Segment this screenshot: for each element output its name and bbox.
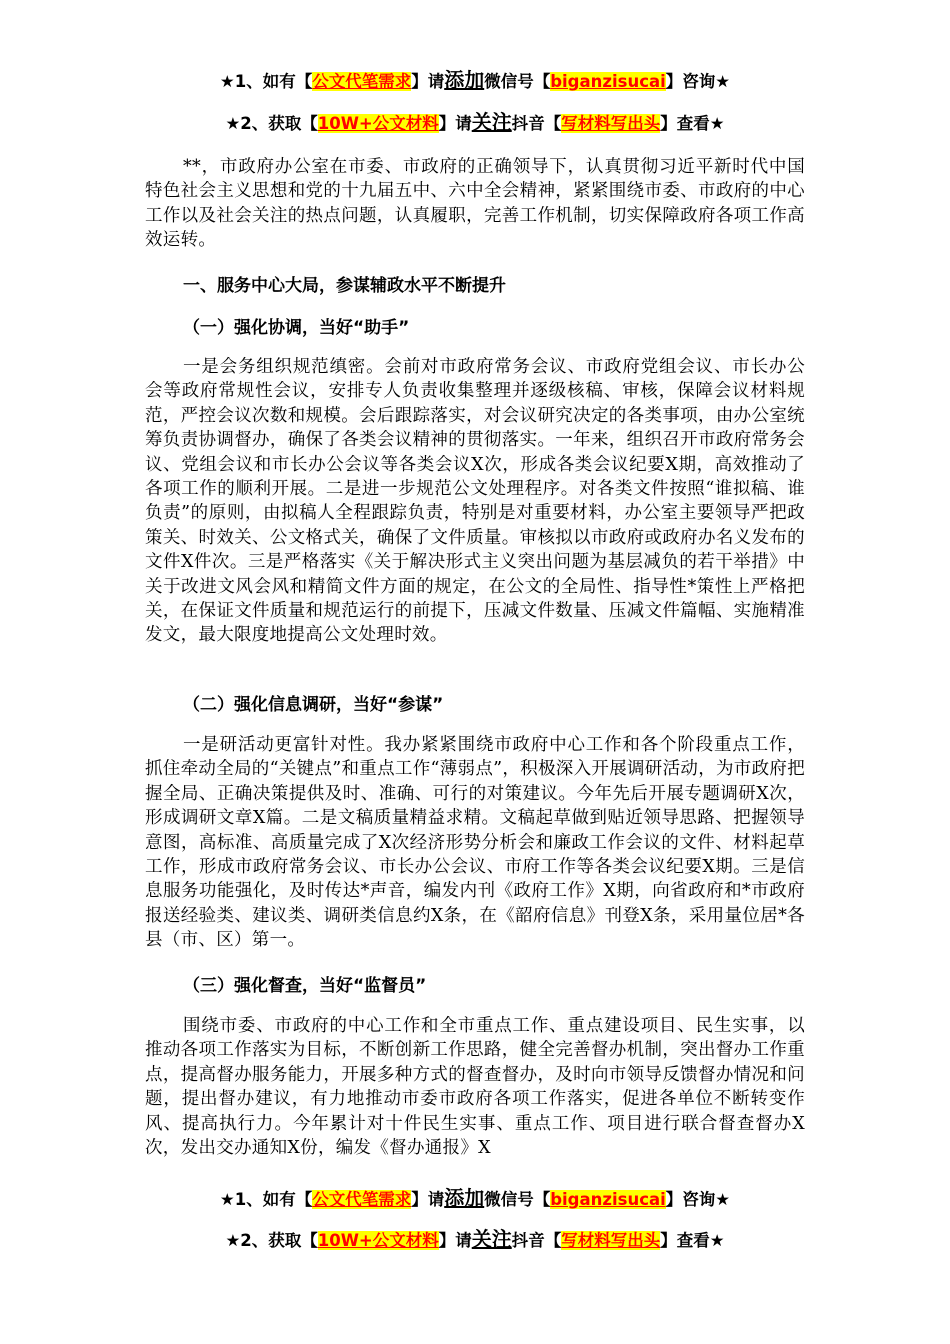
banner-emphasis: 关注 <box>471 110 512 134</box>
banner-emphasis: 添加 <box>444 68 485 92</box>
banner-emphasis: 添加 <box>444 1186 485 1210</box>
banner-text: 】查看★ <box>660 1231 725 1250</box>
banner-highlight: 公文代笔需求 <box>312 1190 412 1209</box>
promo-banner-bottom-2 <box>0 1227 950 1253</box>
banner-highlight: 写材料写出头 <box>561 1231 661 1250</box>
subsection-body-block <box>145 355 805 648</box>
subsection-paragraph: 一是会务组织规范缜密。会前对市政府常务会议、市政府党组会议、市长办公会等政府常规性会议，安排专人负责收集整理并逐级核稿、审核，保障会议材料规范，严控会议次数和规模。会后跟踪落实，对会议研究决定的各类事项，由办公室统筹负责协调督办，确保了各类会议精神的贯彻落实。一年来，组织召开市政府常务会议、党组会议和市长办公会议等各类会议X次，形成各类会议纪要X期，高效推动了各项工作的顺利开展。二是进一步规范公文处理程序。对各类文件按照“谁拟稿、谁负责”的原则，由拟稿人全程跟踪负责，特别是对重要材料，办公室主要领导严把政策关、时效关、公文格式关，确保了文件质量。审核拟以市政府或政府办名义发布的文件X件次。三是严格落实《关于解决形式主义突出问题为基层减负的若干举措》中关于改进文风会风和精简文件方面的规定，在公文的全局性、指导性*策性上严格把关，在保证文件质量和规范运行的前提下，压减文件数量、压减文件篇幅、实施精准发文，最大限度地提高公文处理时效。 <box>145 357 805 646</box>
banner-highlight: 10W+公文材料 <box>317 114 439 133</box>
banner-text: 抖音【 <box>511 1231 562 1250</box>
banner-text: 抖音【 <box>511 114 562 133</box>
banner-highlight: biganzisucai <box>550 72 666 91</box>
banner-text: 】请 <box>411 1190 445 1209</box>
promo-banner-top-1 <box>0 68 950 94</box>
banner-text: 】请 <box>438 1231 472 1250</box>
banner-highlight: biganzisucai <box>550 1190 666 1209</box>
banner-highlight: 公文代笔需求 <box>312 72 412 91</box>
banner-text: 】请 <box>438 114 472 133</box>
subsection-paragraph: 一是研活动更富针对性。我办紧紧围绕市政府中心工作和各个阶段重点工作，抓住牵动全局的“关键点”和重点工作“薄弱点”，积极深入开展调研活动，为市政府把握全局、正确决策提供及时、准确、可行的对策建议。今年先后开展专题调研X次，形成调研文章X篇。二是文稿质量精益求精。文稿起草做到贴近领导思路、把握领导意图，高标准、高质量完成了X次经济形势分析会和廉政工作会议的文件、材料起草工作，形成市政府常务会议、市长办公会议、市府工作等各类会议纪要X期。三是信息服务功能强化，及时传达*声音，编发内刊《政府工作》X期，向省政府和*市政府报送经验类、建议类、调研类信息约X条，在《韶府信息》刊登X条，采用量位居*各县（市、区）第一。 <box>145 735 805 951</box>
banner-text: 】咨询★ <box>665 72 731 91</box>
subsection-body-block <box>145 1014 805 1160</box>
intro-paragraph-block <box>145 155 805 253</box>
banner-text: 微信号【 <box>484 1190 551 1209</box>
banner-emphasis: 关注 <box>471 1227 512 1251</box>
banner-highlight: 写材料写出头 <box>561 114 661 133</box>
subsection-body-block <box>145 733 805 953</box>
banner-text: 】请 <box>411 72 445 91</box>
banner-text: 微信号【 <box>484 72 551 91</box>
banner-text: 】咨询★ <box>665 1190 731 1209</box>
subsection-heading: （一）强化协调，当好“助手” <box>183 318 410 338</box>
banner-text: ★2、获取【 <box>225 1231 318 1250</box>
promo-banner-bottom-1 <box>0 1186 950 1212</box>
banner-text: ★1、如有【 <box>219 1190 313 1209</box>
section-heading: 一、服务中心大局，参谋辅政水平不断提升 <box>183 276 506 296</box>
intro-paragraph: **，市政府办公室在市委、市政府的正确领导下，认真贯彻习近平新时代中国特色社会主义思想和党的十九届五中、六中全会精神，紧紧围绕市委、市政府的中心工作以及社会关注的热点问题，认真履职，完善工作机制，切实保障政府各项工作高效运转。 <box>145 157 805 251</box>
subsection-paragraph: 围绕市委、市政府的中心工作和全市重点工作、重点建设项目、民生实事，以推动各项工作落实为目标，不断创新工作思路，健全完善督办机制，突出督办工作重点，提高督办服务能力，开展多种方式的督查督办，及时向市领导反馈督办情况和问题，提出督办建议，有力地推动市委市政府各项工作落实，促进各单位不断转变作风、提高执行力。今年累计对十件民生实事、重点工作、项目进行联合督查督办X次，发出交办通知X份，编发《督办通报》X <box>145 1016 805 1159</box>
banner-text: ★2、获取【 <box>225 114 318 133</box>
banner-text: 】查看★ <box>660 114 725 133</box>
subsection-heading: （三）强化督查，当好“监督员” <box>183 976 427 996</box>
promo-banner-top-2 <box>0 110 950 136</box>
subsection-heading: （二）强化信息调研，当好“参谋” <box>183 695 444 715</box>
banner-text: ★1、如有【 <box>219 72 313 91</box>
banner-highlight: 10W+公文材料 <box>317 1231 439 1250</box>
